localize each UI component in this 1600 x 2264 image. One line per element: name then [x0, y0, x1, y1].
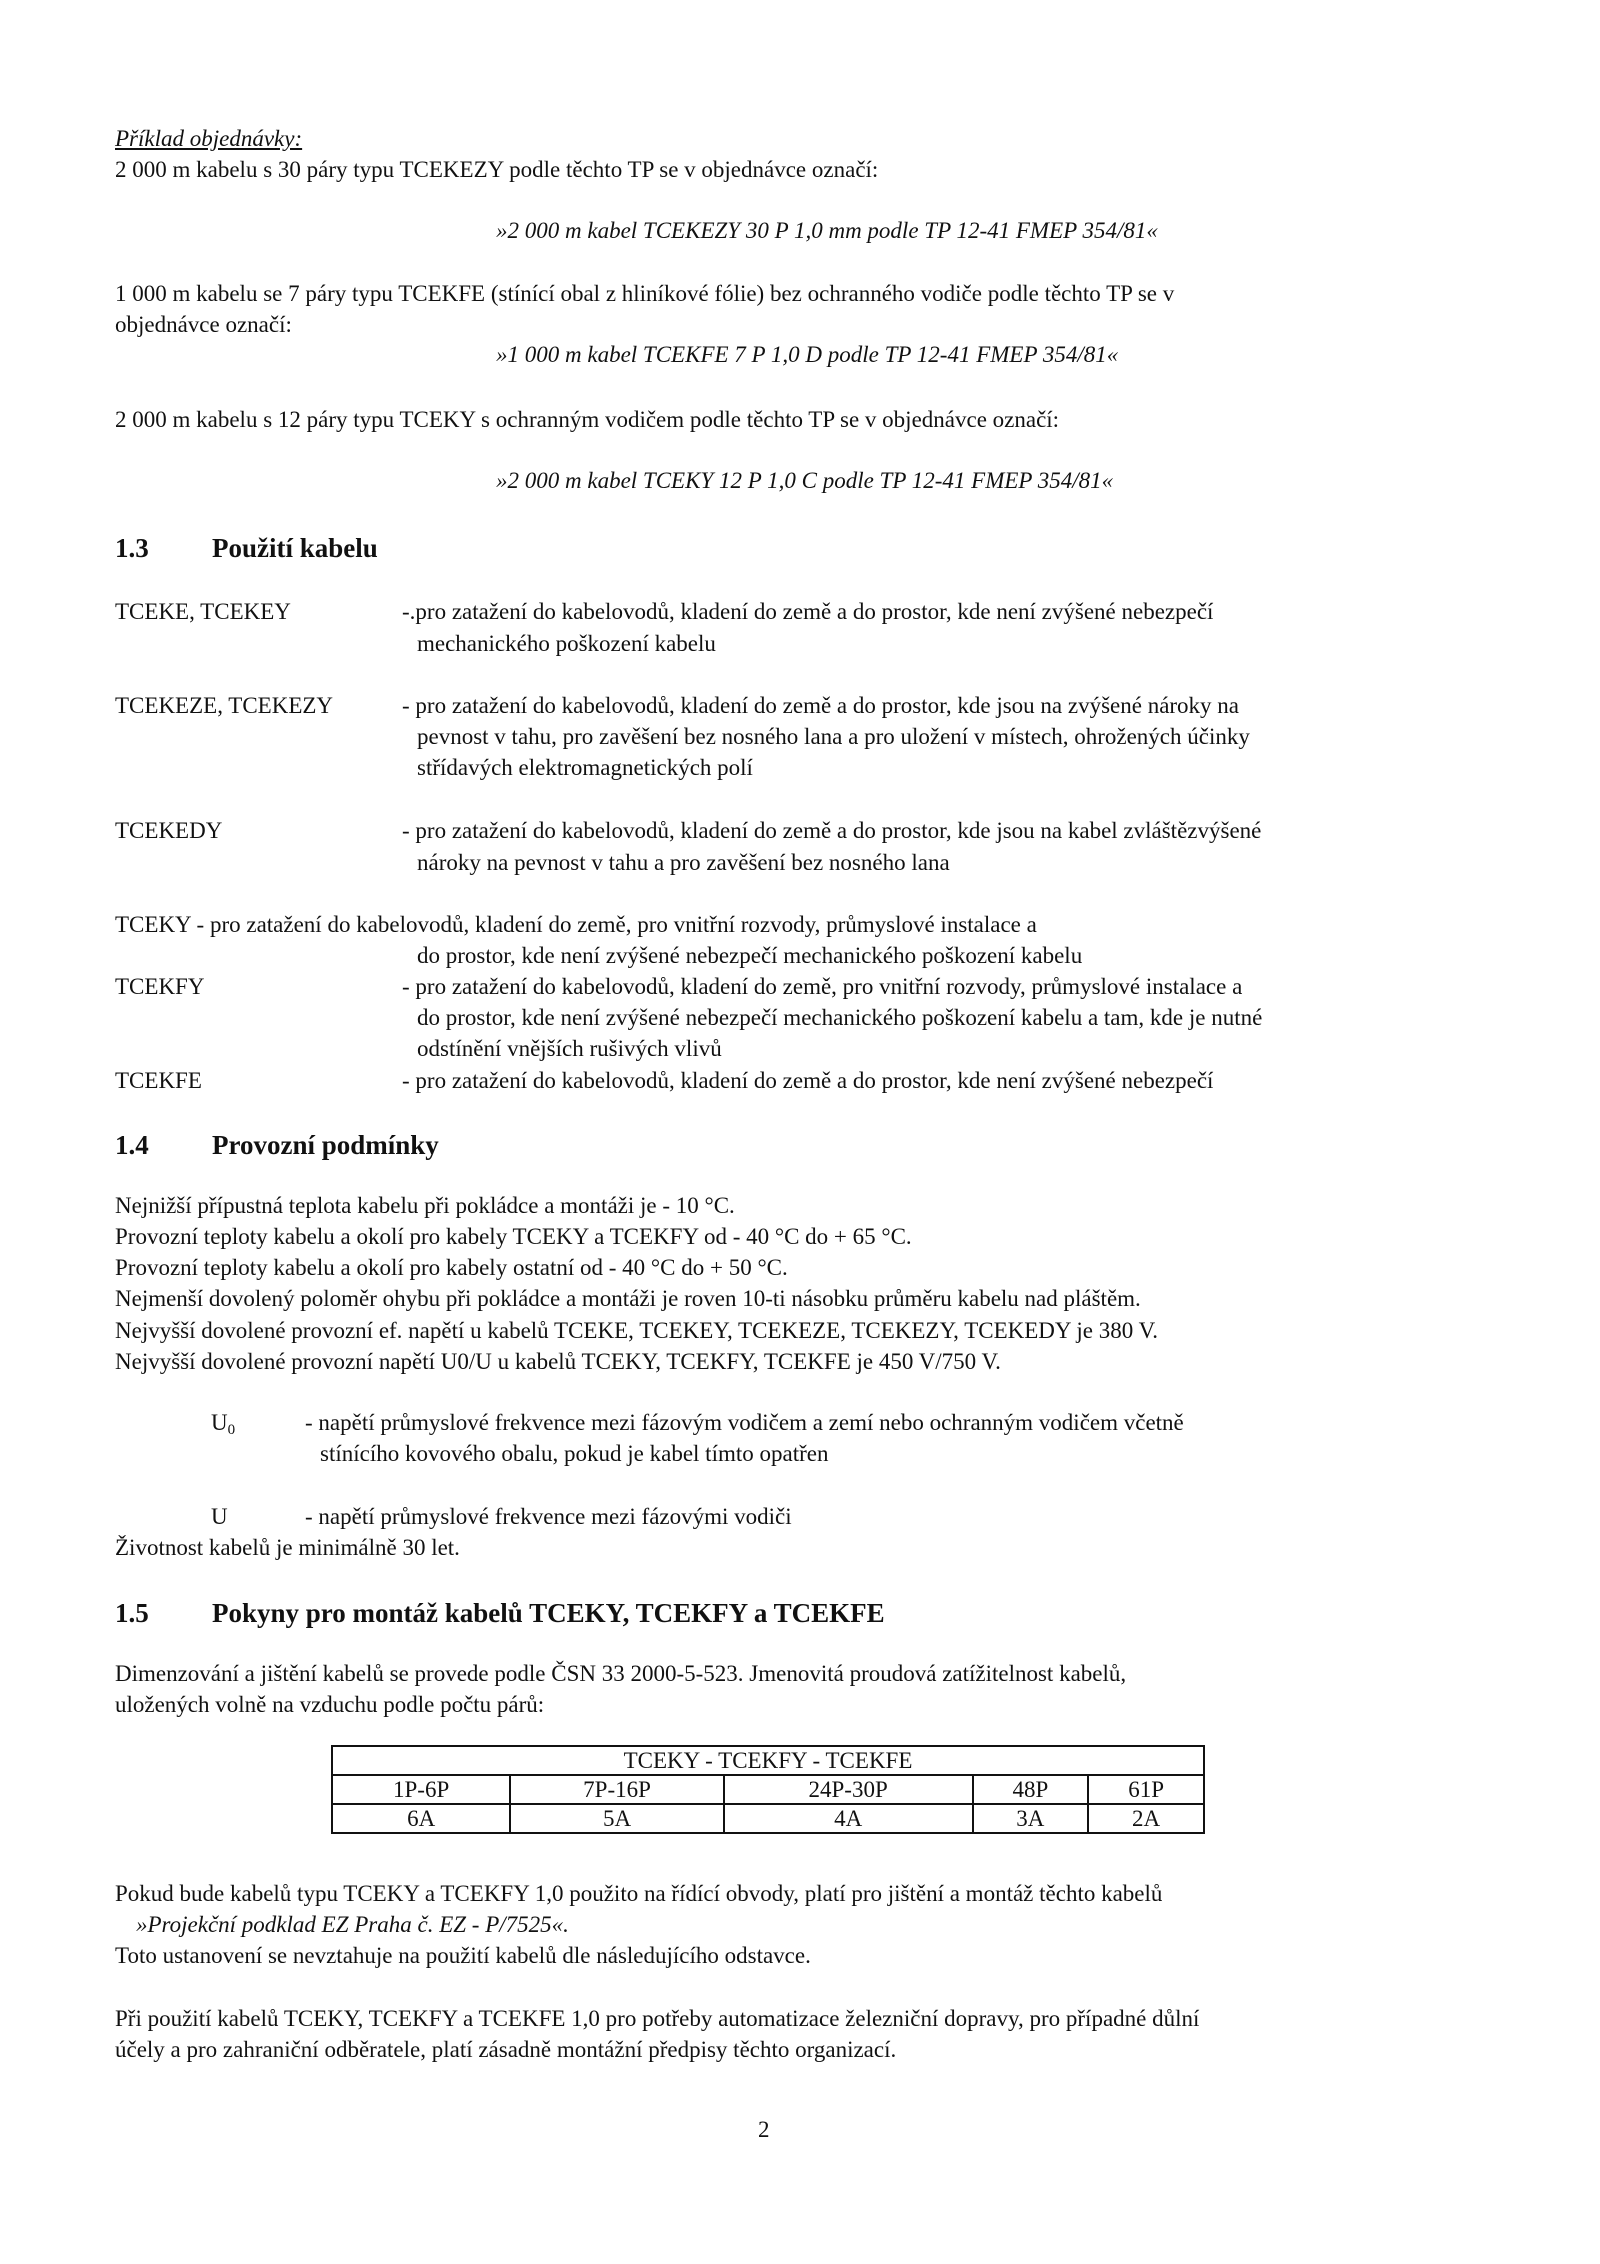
usage-label-tcekeze: TCEKEZE, TCEKEZY — [115, 693, 334, 718]
installation-note-line-2: Toto ustanovení se nevztahuje na použití kabelů dle následujícího odstavce. — [115, 1943, 811, 1968]
usage-text-tcekfy-line-3: odstínění vnějších rušivých vlivů — [417, 1036, 722, 1061]
usage-text-tcekedy-line-1: - pro zatažení do kabelovodů, kladení do země a do prostor, kde jsou na kabel zvláštězvýšené — [402, 818, 1262, 843]
usage-text-tcekeze-line-2: pevnost v tahu, pro zavěšení bez nosného lana a pro uložení v místech, ohrožených účinky — [417, 724, 1250, 749]
table-header-cell: TCEKY - TCEKFY - TCEKFE — [332, 1746, 1204, 1775]
table-cell-current: 3A — [973, 1804, 1089, 1833]
usage-text-tcekfy-line-1: - pro zatažení do kabelovodů, kladení do země, pro vnitřní rozvody, průmyslové instalace a — [402, 974, 1243, 999]
usage-label-tcekfe: TCEKFE — [115, 1068, 202, 1093]
table-row-pairs — [332, 1775, 1204, 1804]
usage-text-tcekedy-line-2: nároky na pevnost v tahu a pro zavěšení bez nosného lana — [417, 850, 950, 875]
u0-symbol: U0 — [211, 1410, 236, 1438]
table-cell-current: 5A — [510, 1804, 724, 1833]
u-definition: - napětí průmyslové frekvence mezi fázovými vodiči — [305, 1504, 792, 1529]
installation-intro-line-2: uložených volně na vzduchu podle počtu párů: — [115, 1692, 545, 1717]
installation-final-line-2: účely a pro zahraniční odběratele, platí zásadně montážní předpisy těchto organizací. — [115, 2037, 897, 2062]
u0-definition-line-1: - napětí průmyslové frekvence mezi fázovým vodičem a zemí nebo ochranným vodičem včetně — [305, 1410, 1184, 1435]
installation-note-reference: »Projekční podklad EZ Praha č. EZ - P/7525«. — [136, 1912, 569, 1937]
example-paragraph-1: 2 000 m kabelu s 30 páry typu TCEKEZY podle těchto TP se v objednávce označí: — [115, 157, 879, 182]
installation-final-line-1: Při použití kabelů TCEKY, TCEKFY a TCEKFE 1,0 pro potřeby automatizace železniční dopravy, pro případné důlní — [115, 2006, 1200, 2031]
page-number: 2 — [758, 2117, 770, 2142]
usage-text-tceke-line-1: -.pro zatažení do kabelovodů, kladení do země a do prostor, kde není zvýšené nebezpečí — [402, 599, 1214, 624]
table-row-currents — [332, 1804, 1204, 1833]
u-symbol: U — [211, 1504, 228, 1529]
table-header-row — [332, 1746, 1204, 1775]
table-cell-pairs: 48P — [973, 1775, 1089, 1804]
example-heading: Příklad objednávky: — [115, 126, 303, 151]
table-cell-current: 4A — [724, 1804, 973, 1833]
installation-note-line-1: Pokud bude kabelů typu TCEKY a TCEKFY 1,0 použito na řídící obvody, platí pro jištění a montáž těchto kabelů — [115, 1881, 1163, 1906]
installation-intro-line-1: Dimenzování a jištění kabelů se provede podle ČSN 33 2000-5-523. Jmenovitá proudová zatížitelnost kabelů, — [115, 1661, 1127, 1686]
usage-text-tcekfy-line-2: do prostor, kde není zvýšené nebezpečí mechanického poškození kabelu a tam, kde je nutné — [417, 1005, 1263, 1030]
table-cell-current: 6A — [332, 1804, 510, 1833]
section-1-4-number: 1.4 — [115, 1130, 149, 1160]
usage-label-tcekfy: TCEKFY — [115, 974, 205, 999]
u0-subscript: 0 — [227, 1422, 236, 1438]
conditions-line-6: Nejvyšší dovolené provozní napětí U0/U u kabelů TCEKY, TCEKFY, TCEKFE je 450 V/750 V. — [115, 1349, 1001, 1374]
usage-label-tcekedy: TCEKEDY — [115, 818, 223, 843]
u0-definition-line-2: stínícího kovového obalu, pokud je kabel tímto opatřen — [320, 1441, 829, 1466]
usage-text-tcekfe: - pro zatažení do kabelovodů, kladení do země a do prostor, kde není zvýšené nebezpečí — [402, 1068, 1214, 1093]
usage-text-tcekeze-line-1: - pro zatažení do kabelovodů, kladení do země a do prostor, kde jsou na zvýšené nároky na — [402, 693, 1240, 718]
usage-text-tcekeze-line-3: střídavých elektromagnetických polí — [417, 755, 753, 780]
section-1-3-number: 1.3 — [115, 533, 149, 563]
section-1-5-title: Pokyny pro montáž kabelů TCEKY, TCEKFY a TCEKFE — [212, 1598, 885, 1628]
conditions-line-4: Nejmenší dovolený poloměr ohybu při pokládce a montáži je roven 10-ti násobku průměru kabelu nad pláštěm. — [115, 1286, 1141, 1311]
conditions-line-1: Nejnižší přípustná teplota kabelu při pokládce a montáži je - 10 °C. — [115, 1193, 735, 1218]
table-cell-pairs: 7P-16P — [510, 1775, 724, 1804]
example-order-code-2: »1 000 m kabel TCEKFE 7 P 1,0 D podle TP 12-41 FMEP 354/81« — [496, 342, 1119, 367]
table-cell-pairs: 24P-30P — [724, 1775, 973, 1804]
section-1-4-title: Provozní podmínky — [212, 1130, 439, 1160]
example-paragraph-2-line-2: objednávce označí: — [115, 312, 292, 337]
table-cell-pairs: 61P — [1088, 1775, 1204, 1804]
section-1-3-title: Použití kabelu — [212, 533, 378, 563]
conditions-line-3: Provozní teploty kabelu a okolí pro kabely ostatní od - 40 °C do + 50 °C. — [115, 1255, 788, 1280]
usage-tceky-line-2: do prostor, kde není zvýšené nebezpečí mechanického poškození kabelu — [417, 943, 1083, 968]
usage-label-tceke: TCEKE, TCEKEY — [115, 599, 291, 624]
example-paragraph-3: 2 000 m kabelu s 12 páry typu TCEKY s ochranným vodičem podle těchto TP se v objednávce označí: — [115, 407, 1060, 432]
section-1-5-number: 1.5 — [115, 1598, 149, 1628]
table-cell-pairs: 1P-6P — [332, 1775, 510, 1804]
conditions-line-5: Nejvyšší dovolené provozní ef. napětí u kabelů TCEKE, TCEKEY, TCEKEZE, TCEKEZY, TCEKEDY je 380 V. — [115, 1318, 1158, 1343]
usage-tceky-line-1: TCEKY - pro zatažení do kabelovodů, kladení do země, pro vnitřní rozvody, průmyslové instalace a — [115, 912, 1037, 937]
example-order-code-3: »2 000 m kabel TCEKY 12 P 1,0 C podle TP 12-41 FMEP 354/81« — [496, 468, 1114, 493]
usage-text-tceke-line-2: mechanického poškození kabelu — [417, 631, 716, 656]
cable-lifetime: Životnost kabelů je minimálně 30 let. — [115, 1535, 460, 1560]
example-paragraph-2-line-1: 1 000 m kabelu se 7 páry typu TCEKFE (stínící obal z hliníkové fólie) bez ochranného vodiče podle těchto TP se v — [115, 281, 1175, 306]
example-order-code-1: »2 000 m kabel TCEKEZY 30 P 1,0 mm podle TP 12-41 FMEP 354/81« — [496, 218, 1158, 243]
current-capacity-table — [331, 1745, 1205, 1834]
table-cell-current: 2A — [1088, 1804, 1204, 1833]
conditions-line-2: Provozní teploty kabelu a okolí pro kabely TCEKY a TCEKFY od - 40 °C do + 65 °C. — [115, 1224, 912, 1249]
